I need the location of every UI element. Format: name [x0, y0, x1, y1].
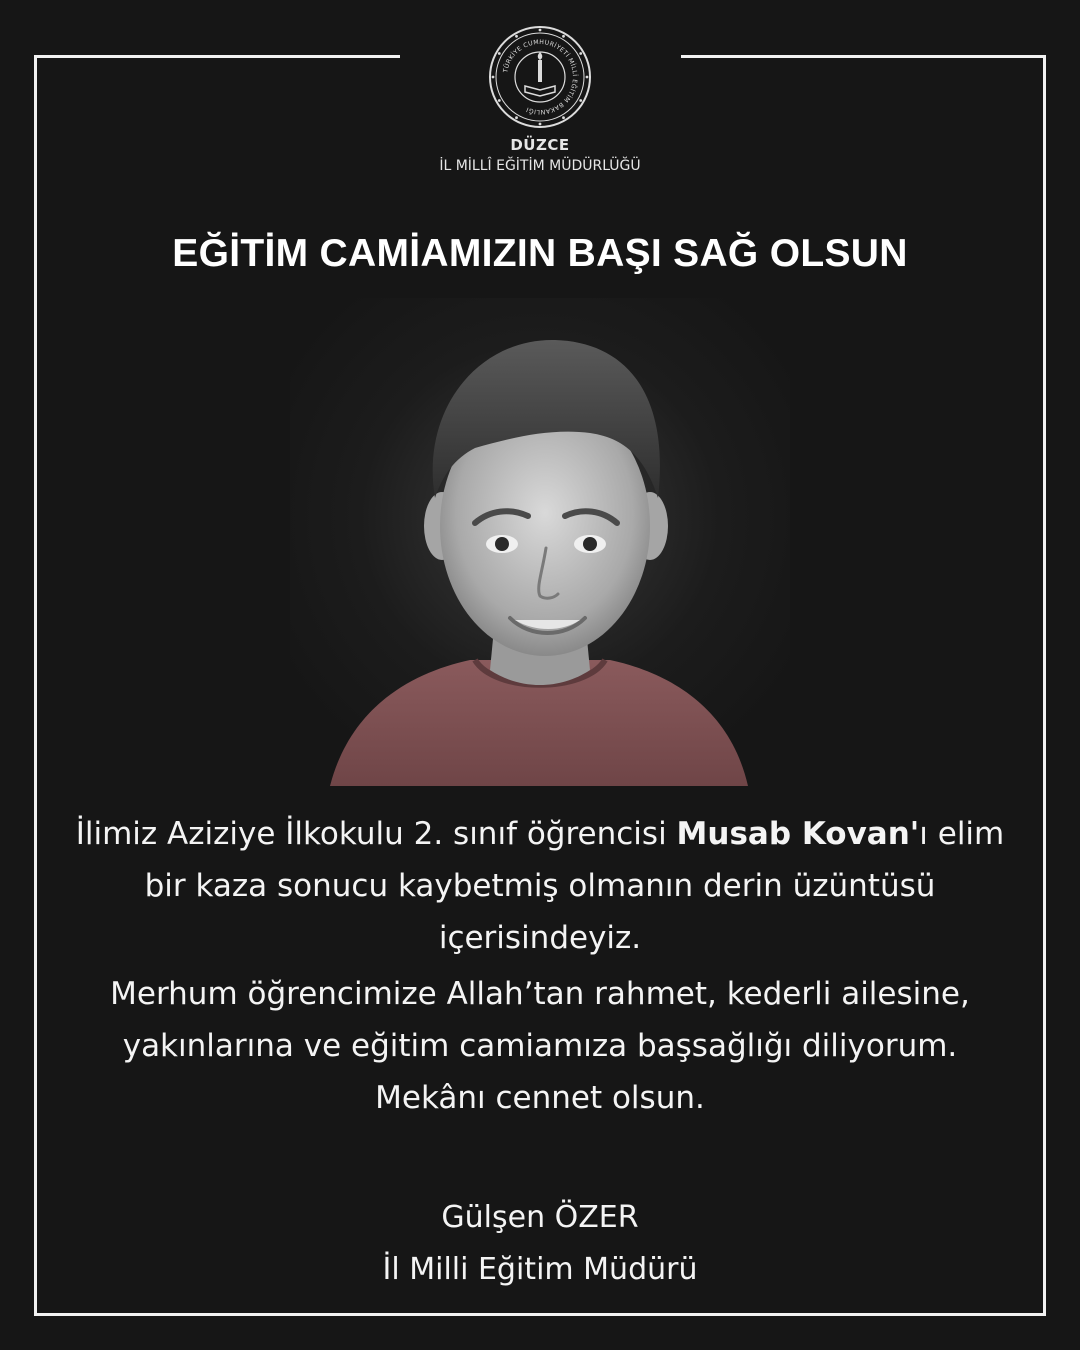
condolence-message — [60, 808, 1020, 1124]
organization-name: İL MİLLÎ EĞİTİM MÜDÜRLÜĞÜ — [439, 158, 641, 174]
ministry-seal-icon — [487, 24, 593, 130]
message-para2-line2: yakınlarına ve eğitim camiamıza başsağlığı diliyorum. — [122, 1028, 958, 1064]
frame-left-line — [34, 55, 37, 1316]
message-line1-suffix: ı elim — [919, 816, 1005, 852]
frame-bottom-line — [34, 1313, 1046, 1316]
frame-top-right-line — [681, 55, 1046, 58]
frame-top-left-line — [34, 55, 400, 58]
signature-title: İl Milli Eğitim Müdürü — [382, 1252, 698, 1287]
message-para2-line3: Mekânı cennet olsun. — [375, 1080, 705, 1116]
message-line2: bir kaza sonucu kaybetmiş olmanın derin üzüntüsü — [144, 868, 936, 904]
student-portrait-photo — [290, 298, 790, 786]
signature-name: Gülşen ÖZER — [441, 1200, 639, 1235]
organization-block — [340, 134, 740, 176]
svg-text:TÜRKİYE CUMHURİYETİ MİLLİ EĞİT: TÜRKİYE CUMHURİYETİ MİLLİ EĞİTİM BAKANLIĞI — [502, 38, 579, 116]
message-paragraph-1 — [60, 808, 1020, 964]
headline: EĞİTİM CAMİAMIZIN BAŞI SAĞ OLSUN — [172, 232, 908, 275]
message-line3: içerisindeyiz. — [438, 920, 642, 956]
frame-right-line — [1043, 55, 1046, 1316]
message-para2-line1: Merhum öğrencimize Allah’tan rahmet, kederli ailesine, — [110, 976, 970, 1012]
student-name: Musab Kovan' — [676, 816, 920, 852]
message-line1-prefix: İlimiz Aziziye İlkokulu 2. sınıf öğrencisi — [75, 816, 677, 852]
organization-city: DÜZCE — [510, 136, 570, 154]
signature-block — [60, 1192, 1020, 1296]
message-paragraph-2 — [60, 968, 1020, 1124]
